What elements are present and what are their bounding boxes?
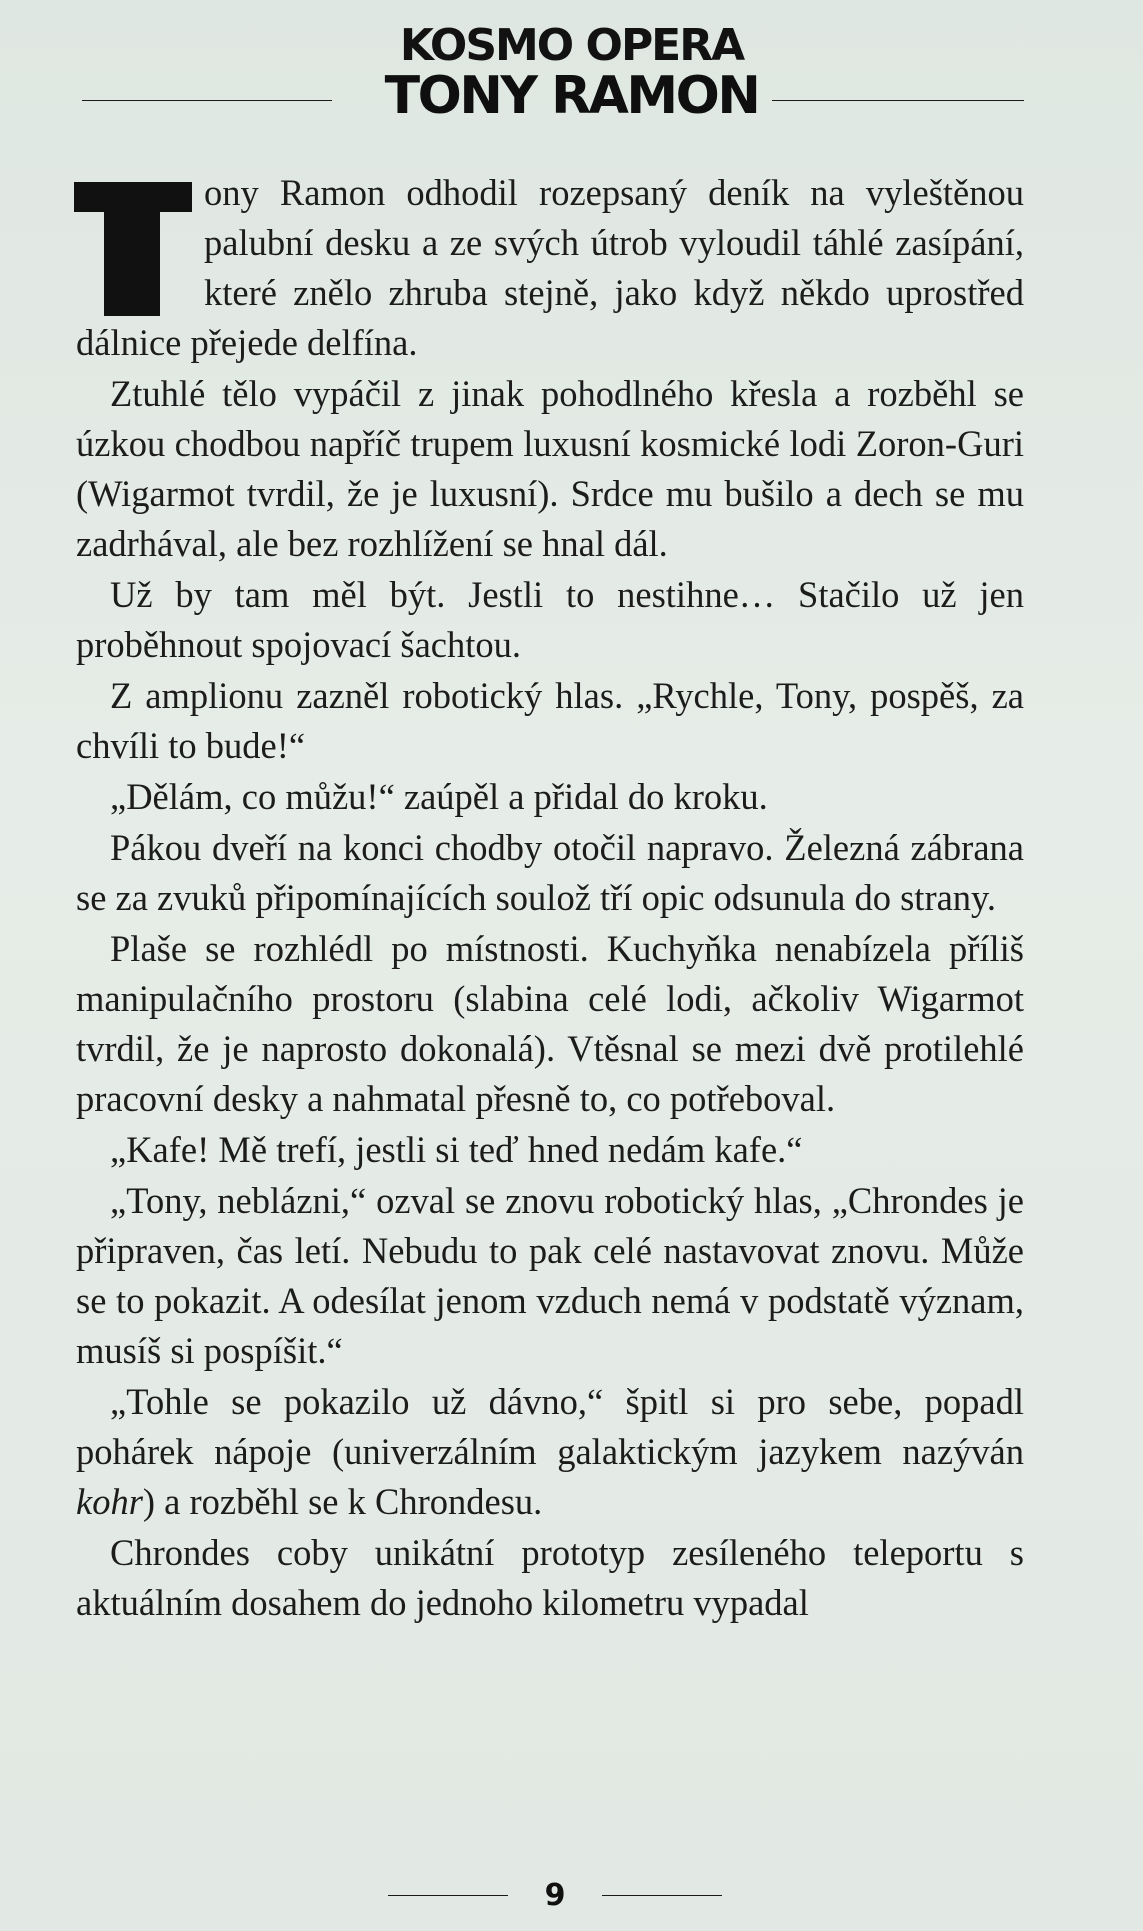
- author-title: TONY RAMON: [384, 66, 759, 126]
- paragraph-6: Pákou dveří na konci chodby otočil napravo. Železná zábrana se za zvuků připomínajících soulož tří opic odsunula do strany.: [76, 827, 1024, 918]
- story-text: [76, 168, 1024, 1629]
- page-footer: [0, 1880, 1143, 1920]
- drop-cap-glyph: [74, 182, 192, 316]
- paragraph-5: „Dělám, co můžu!“ zaúpěl a přidal do kroku.: [110, 776, 768, 817]
- paragraph-3: Už by tam měl být. Jestli to nestihne… Stačilo už jen proběhnout spojovací šachtou.: [76, 574, 1024, 665]
- paragraph-2: Ztuhlé tělo vypáčil z jinak pohodlného křesla a rozběhl se úzkou chodbou napříč trupem luxusní kosmické lodi Zoron-Guri (Wigarmot tvrdil, že je luxusní). Srdce mu bušilo a dech se mu zadrhával, ale bez rozhlížení se hnal dál.: [76, 373, 1024, 564]
- footer-rule-left: [388, 1895, 508, 1896]
- paragraph-1: ony Ramon odhodil rozepsaný deník na vyleštěnou palubní desku a ze svých útrob vyloudil táhlé zasípání, které znělo zhruba stejně, jako když někdo uprostřed dálnice přejede delfína.: [76, 172, 1024, 363]
- chapter-header: [0, 22, 1143, 132]
- paragraph-4: Z amplionu zazněl robotický hlas. „Rychle, Tony, pospěš, za chvíli to bude!“: [76, 675, 1024, 766]
- page-number: 9: [544, 1878, 566, 1913]
- paragraph-10-end: ) a rozběhl se k Chrondesu.: [142, 1481, 543, 1522]
- paragraph-10-start: „Tohle se pokazilo už dávno,“ špitl si pro sebe, popadl pohárek nápoje (univerzálním galaktickým jazykem nazýván: [76, 1381, 1024, 1472]
- drop-cap: [74, 182, 192, 316]
- footer-rule-right: [602, 1895, 722, 1896]
- paragraph-9: „Tony, neblázni,“ ozval se znovu robotický hlas, „Chrondes je připraven, čas letí. Nebudu to pak celé nastavovat znovu. Může se to pokazit. A odesílat jenom vzduch nemá v podstatě význam, musíš si pospíšit.“: [76, 1180, 1024, 1371]
- paragraph-10: [76, 1377, 1024, 1527]
- paragraph-11: Chrondes coby unikátní prototyp zesíleného teleportu s aktuálním dosahem do jednoho kilometru vypadal: [76, 1532, 1024, 1623]
- paragraph-8: „Kafe! Mě trefí, jestli si teď hned nedám kafe.“: [110, 1129, 803, 1170]
- paragraph-10-italic-term: kohr: [76, 1481, 143, 1522]
- series-title: KOSMO OPERA: [399, 20, 744, 71]
- paragraph-7: Plaše se rozhlédl po místnosti. Kuchyňka nenabízela příliš manipulačního prostoru (slabina celé lodi, ačkoliv Wigarmot tvrdil, že je naprosto dokonalá). Vtěsnal se mezi dvě protilehlé pracovní desky a nahmatal přesně to, co potřeboval.: [76, 928, 1024, 1119]
